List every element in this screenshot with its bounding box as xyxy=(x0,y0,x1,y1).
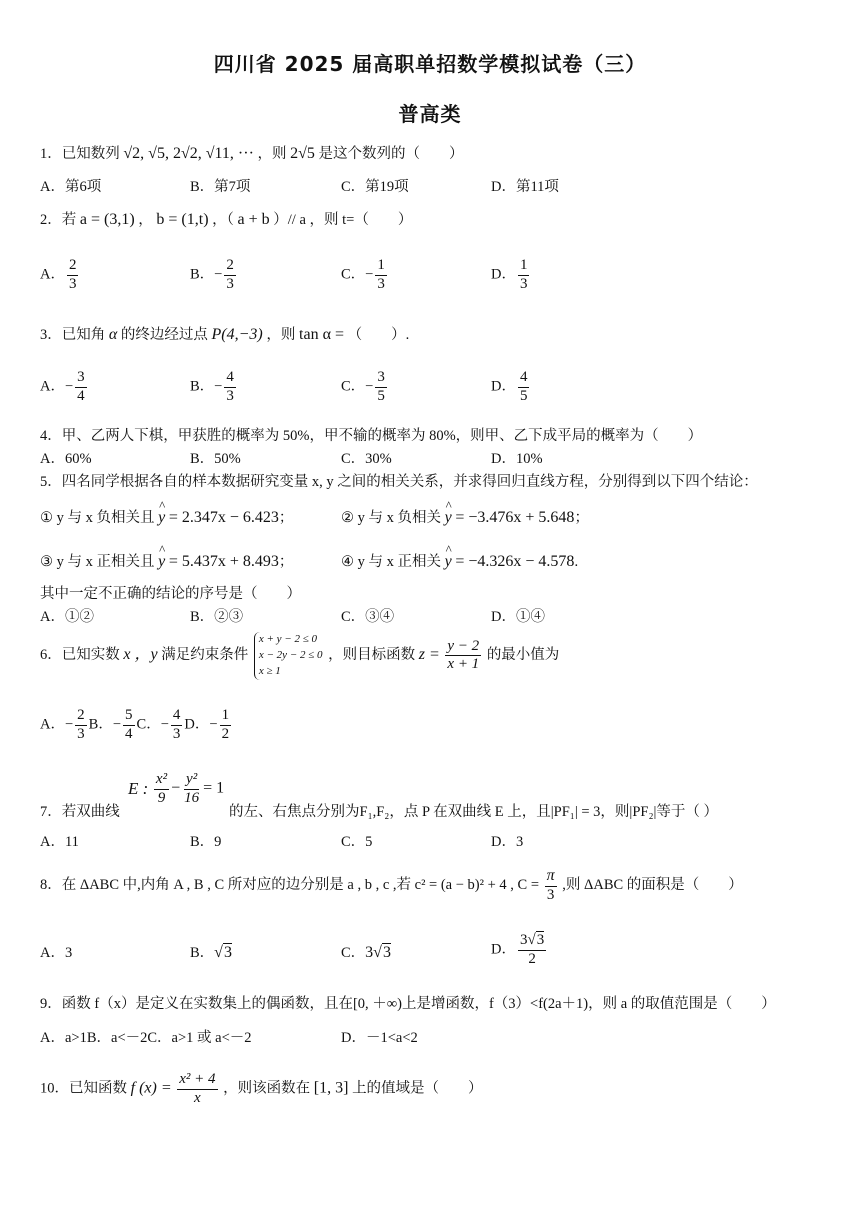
radicand: 3 xyxy=(382,944,391,961)
numerator: 3√3 xyxy=(518,933,546,951)
option-fraction xyxy=(67,258,79,293)
q1-option-b: B．第7项 xyxy=(190,179,251,195)
q10-suffix: 上的值域是（ ） xyxy=(352,1080,483,1097)
coefficient: 3 xyxy=(365,944,374,961)
q4-option-c: C．30% xyxy=(341,451,392,467)
numerator: y² xyxy=(184,772,199,790)
denominator: 3 xyxy=(172,725,181,742)
q2-vector-a: a = (3,1) xyxy=(79,211,135,228)
q7-option-b: B．9 xyxy=(190,834,222,850)
option-fraction xyxy=(518,933,546,968)
option-fraction xyxy=(220,708,232,743)
q5-option-c: C．③④ xyxy=(341,609,395,625)
sqrt-expression: √3 xyxy=(214,944,232,961)
denominator: 5 xyxy=(519,387,528,404)
question-2-stem xyxy=(40,210,412,229)
denominator: 16 xyxy=(184,789,200,806)
numerator: 2 xyxy=(67,258,79,276)
option-fraction xyxy=(123,708,135,743)
radicand: 3 xyxy=(223,944,232,961)
q6-prefix: 6．已知实数 xyxy=(40,647,120,664)
conclusion-text: ① y 与 x 负相关且 xyxy=(40,510,155,526)
q3-option-d xyxy=(491,370,531,405)
hat-mark: ^ xyxy=(445,498,452,513)
q3-option-a xyxy=(40,370,89,405)
constraint-1: x + y − 2 ≤ 0 xyxy=(258,633,317,645)
hat-mark: ^ xyxy=(159,498,166,513)
denominator: 3 xyxy=(377,275,385,292)
q1-prefix: 1．已知数列 xyxy=(40,146,120,162)
numerator: y − 2 xyxy=(445,639,481,657)
hyperbola-name: E : xyxy=(128,779,149,799)
denominator: x + 1 xyxy=(447,656,480,673)
constraint-system xyxy=(254,632,323,680)
denominator: 5 xyxy=(377,387,385,404)
q1-mid: ，则 xyxy=(257,146,287,162)
option-sign: − xyxy=(214,378,223,395)
q1-option-a: A．第6项 xyxy=(40,179,102,195)
option-fraction xyxy=(75,708,87,743)
q7-option-c: C．5 xyxy=(341,834,373,850)
conclusion-text: ③ y 与 x 正相关且 xyxy=(40,554,155,570)
denominator: 3 xyxy=(226,275,234,292)
q3-mid2: ，则 xyxy=(266,327,296,343)
exam-title: 四川省 2025 届高职单招数学模拟试卷（三） xyxy=(213,52,647,76)
option-label: B． xyxy=(190,945,215,961)
question-9-stem: 9．函数 f（x）是定义在实数集上的偶函数，且在[0, ＋∞)上是增函数，f（3）<f(2a＋1)，则 a 的取值范围是（ ） xyxy=(40,996,776,1012)
q10-fx: f (x) = xyxy=(130,1079,172,1097)
numerator: 1 xyxy=(518,258,530,276)
numerator: 4 xyxy=(518,370,530,388)
numerator: 2 xyxy=(75,708,87,726)
q4-option-b: B．50% xyxy=(190,451,241,467)
conclusion-end: ； xyxy=(278,510,294,526)
option-label: A． xyxy=(40,716,65,733)
q2-sep2: ，（ xyxy=(212,212,234,228)
q2-option-b xyxy=(190,258,238,293)
q3-suffix: （ ）. xyxy=(347,327,410,343)
question-3-stem xyxy=(40,325,409,344)
option-label: D． xyxy=(491,266,516,283)
q6-options xyxy=(40,708,233,743)
q3-point: P(4,−3) xyxy=(211,326,263,343)
coefficient: 3 xyxy=(519,932,528,948)
q8-option-a: A．3 xyxy=(40,945,73,961)
hyperbola-equation xyxy=(128,772,224,807)
q3-expr: tan α = xyxy=(299,326,344,343)
hat-variable: y xyxy=(444,509,452,526)
option-fraction xyxy=(518,258,530,293)
q3-option-c xyxy=(341,370,389,405)
hat-mark: ^ xyxy=(159,542,166,557)
q6-vars: x ，y xyxy=(123,646,158,664)
pi-over-three xyxy=(545,868,557,904)
q8-option-d xyxy=(491,933,548,968)
question-5-stem: 5．四名同学根据各自的样本数据研究变量 x, y 之间的相关关系，并求得回归直线方程，分别得到以下四个结论： xyxy=(40,474,758,490)
option-label: C． xyxy=(341,266,366,283)
numerator: 3 xyxy=(75,370,87,388)
constraint-3: x ≥ 1 xyxy=(258,664,281,677)
hat-variable: y xyxy=(444,553,452,570)
option-label: A． xyxy=(40,378,65,395)
q5-conclusion-2 xyxy=(341,498,589,527)
q5-question: 其中一定不正确的结论的序号是（ ） xyxy=(40,586,301,602)
conclusion-end: . xyxy=(574,554,579,570)
option-fraction xyxy=(224,258,236,293)
option-label: B． xyxy=(88,716,113,733)
hat-variable: y xyxy=(158,553,166,570)
q3-option-b xyxy=(190,370,238,405)
exam-subtitle: 普高类 xyxy=(398,102,462,126)
q7-option-a: A．11 xyxy=(40,834,79,850)
denominator: 4 xyxy=(125,725,133,742)
option-label: A． xyxy=(40,266,65,283)
q2-suffix: ，则 t=（ ） xyxy=(309,212,413,228)
q10-prefix: 10．已知函数 xyxy=(40,1080,127,1097)
option-fraction xyxy=(375,370,387,405)
option-sign: − xyxy=(160,716,169,733)
q3-prefix: 3．已知角 xyxy=(40,327,106,343)
q7-option-d: D．3 xyxy=(491,834,524,850)
x-term xyxy=(154,772,169,807)
option-fraction xyxy=(75,370,87,405)
numerator: 3 xyxy=(375,370,387,388)
option-sign: − xyxy=(64,716,74,733)
q1-target: 2√5 xyxy=(290,145,315,162)
y-hat xyxy=(444,542,452,571)
numerator: x² + 4 xyxy=(177,1072,217,1090)
option-label: D． xyxy=(491,941,516,958)
q2-option-d xyxy=(491,258,531,293)
denominator: 3 xyxy=(546,886,555,903)
conclusion-text: ② y 与 x 负相关 xyxy=(341,510,441,526)
numerator: 5 xyxy=(123,708,135,726)
q5-conclusion-3 xyxy=(40,542,294,571)
hat-variable: y xyxy=(158,509,166,526)
option-sign: − xyxy=(209,716,218,733)
q2-option-a xyxy=(40,258,80,293)
conclusion-end: ； xyxy=(278,554,294,570)
q3-alpha: α xyxy=(108,326,118,343)
q5-option-a: A．①② xyxy=(40,609,94,625)
denominator: 2 xyxy=(221,725,230,742)
question-4-stem: 4．甲、乙两人下棋，甲获胜的概率为 50%，甲不输的概率为 80%，则甲、乙下成平局的概率为（ ） xyxy=(40,428,703,444)
option-sign: − xyxy=(365,378,374,395)
q3-mid: 的终边经过点 xyxy=(120,327,208,343)
regression-equation: = −4.326x − 4.578 xyxy=(455,553,575,570)
regression-equation: = −3.476x + 5.648 xyxy=(455,509,575,526)
denominator: x xyxy=(194,1089,201,1106)
numerator: 4 xyxy=(224,370,236,388)
option-fraction xyxy=(375,258,387,293)
question-7-stem: 7．若双曲线 xyxy=(40,804,120,820)
question-6-stem xyxy=(40,632,559,680)
y-hat xyxy=(158,498,166,527)
numerator: 4 xyxy=(171,708,183,726)
option-label: B． xyxy=(190,266,215,283)
option-label: C． xyxy=(341,945,366,961)
option-label: C． xyxy=(341,378,366,395)
q1-option-c: C．第19项 xyxy=(341,179,409,195)
constraint-2: x − 2y − 2 ≤ 0 xyxy=(258,648,323,661)
q1-option-d: D．第11项 xyxy=(491,179,559,195)
q1-suffix: 是这个数列的（ ） xyxy=(318,146,464,162)
q9-option-d: D．－1<a<2 xyxy=(341,1030,418,1046)
question-10-stem xyxy=(40,1072,483,1107)
denominator: 3 xyxy=(77,725,85,742)
option-sign: − xyxy=(214,266,223,283)
question-8-stem xyxy=(40,868,743,904)
denominator: 9 xyxy=(157,789,166,806)
denominator: 2 xyxy=(528,950,536,967)
q8-suffix: ,则 ΔABC 的面积是（ ） xyxy=(562,877,743,894)
q2-prefix: 2．若 xyxy=(40,212,77,228)
q5-conclusion-1 xyxy=(40,498,294,527)
option-sign: − xyxy=(64,378,74,395)
option-sign: − xyxy=(112,716,122,733)
numerator: x² xyxy=(154,772,169,790)
question-7-suffix: 的左、右焦点分别为F₁,F₂，点 P 在双曲线 E 上，且|PF₁| = 3，则|PF₂|等于（ ） xyxy=(229,804,719,820)
q2-parallel: ）// a xyxy=(273,212,306,228)
option-sign: − xyxy=(365,266,374,283)
question-1-stem xyxy=(40,144,464,163)
regression-equation: = 2.347x − 6.423 xyxy=(168,509,279,526)
q8-option-b xyxy=(190,943,232,962)
q6-suffix: 的最小值为 xyxy=(486,647,560,664)
sqrt-expression: 3√3 xyxy=(365,944,391,961)
y-hat xyxy=(158,542,166,571)
q2-option-c xyxy=(341,258,389,293)
q2-sep1: ， xyxy=(138,212,153,228)
q2-vector-b: b = (1,t) xyxy=(156,211,209,228)
hat-mark: ^ xyxy=(445,542,452,557)
q8-prefix: 8．在 ΔABC 中,内角 A , B , C 所对应的边分别是 a , b , c ,若 c² = (a − b)² + 4 , C = xyxy=(40,877,540,894)
q5-option-b: B．②③ xyxy=(190,609,244,625)
objective-fraction xyxy=(445,639,481,674)
numerator: 2 xyxy=(224,258,236,276)
denominator: 3 xyxy=(226,387,234,404)
option-label: D． xyxy=(491,378,516,395)
q6-mid2: ，则目标函数 xyxy=(328,647,416,664)
q5-conclusion-4 xyxy=(341,542,579,571)
minus-sign: − xyxy=(171,779,181,797)
conclusion-end: ； xyxy=(574,510,589,526)
conclusion-text: ④ y 与 x 正相关 xyxy=(341,554,441,570)
denominator: 3 xyxy=(68,275,77,292)
q6-mid: 满足约束条件 xyxy=(161,647,249,664)
y-term xyxy=(182,772,201,807)
denominator: 3 xyxy=(519,275,528,292)
q10-fraction xyxy=(177,1072,217,1107)
option-label: B． xyxy=(190,378,215,395)
equals-one: = 1 xyxy=(203,779,225,797)
numerator: 1 xyxy=(220,708,232,726)
q9-options-abc: A．a>1B．a<－2C．a>1 或 a<－2 xyxy=(40,1030,252,1046)
q10-mid: ，则该函数在 xyxy=(223,1080,311,1097)
q4-option-d: D．10% xyxy=(491,451,543,467)
option-fraction xyxy=(171,708,183,743)
q4-option-a: A．60% xyxy=(40,451,92,467)
q1-sequence: √2, √5, 2√2, √11, ··· xyxy=(123,145,254,162)
numerator: 1 xyxy=(375,258,387,276)
regression-equation: = 5.437x + 8.493 xyxy=(168,553,279,570)
q6-z-eq: z = xyxy=(418,646,440,664)
option-label: C． xyxy=(136,716,161,733)
q10-interval: [1, 3] xyxy=(313,1079,349,1097)
option-fraction xyxy=(518,370,530,405)
radicand: 3 xyxy=(536,932,545,948)
q8-option-c xyxy=(341,943,391,962)
q2-sum: a + b xyxy=(237,211,270,228)
numerator: π xyxy=(545,868,557,887)
q5-option-d: D．①④ xyxy=(491,609,545,625)
denominator: 4 xyxy=(77,387,85,404)
y-hat xyxy=(444,498,452,527)
option-fraction xyxy=(224,370,236,405)
option-label: D． xyxy=(184,716,210,733)
